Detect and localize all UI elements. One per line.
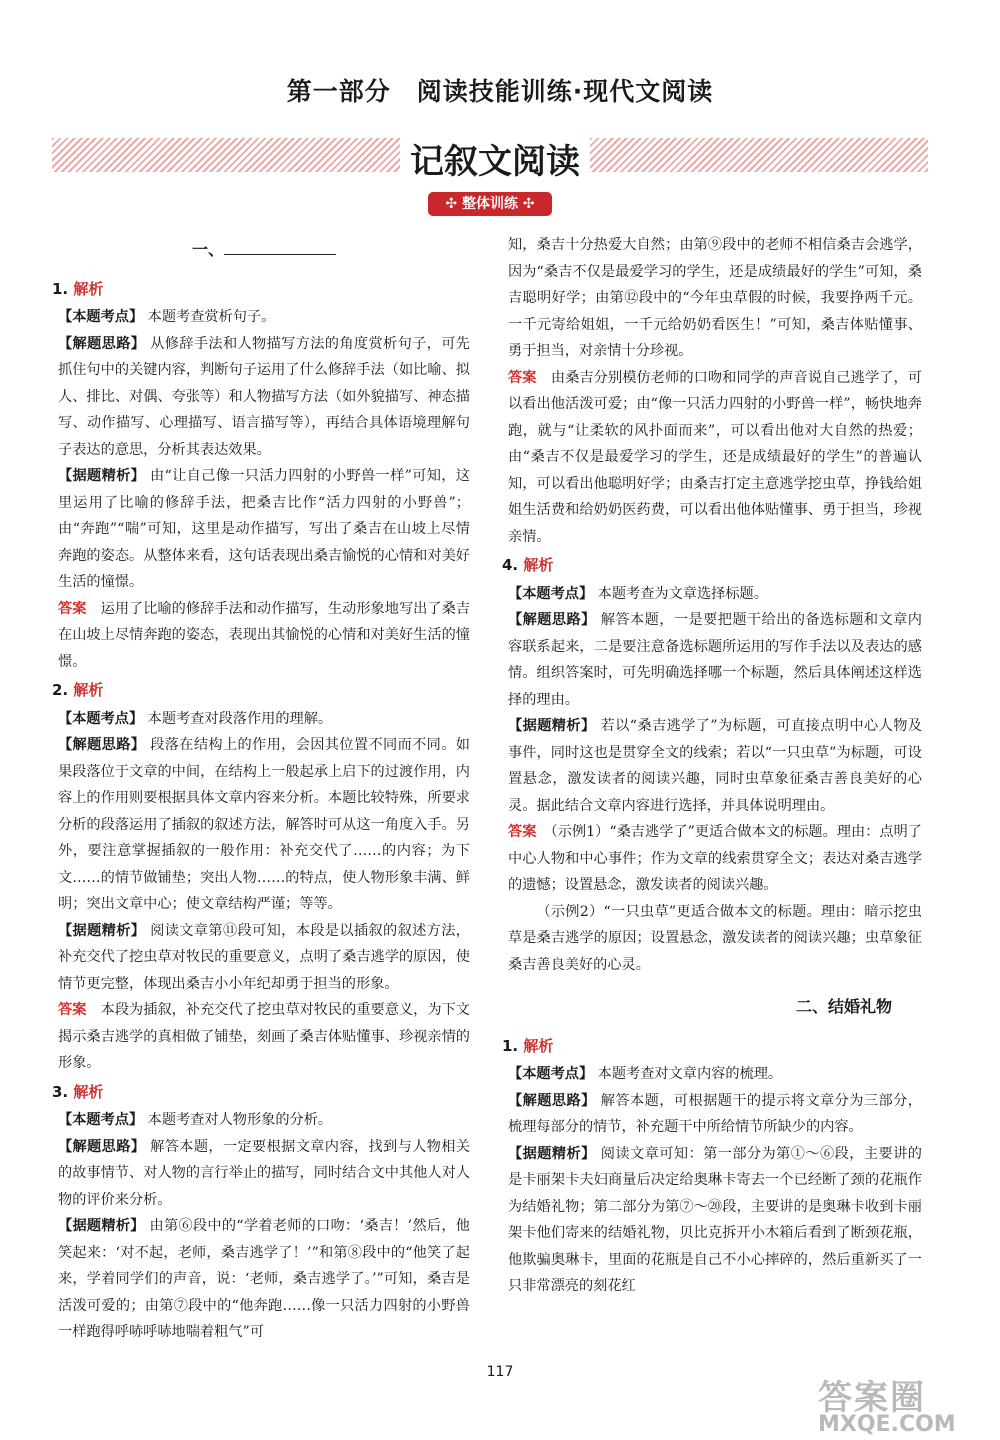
question-2-1-heading [502,1033,922,1060]
tag: 【解题思路】 [58,737,146,753]
q3-approach [58,1134,470,1214]
analysis-keyword: 解析 [523,556,554,574]
text: 阅读文章可知：第一部分为第①～⑥段，主要讲的是卡丽架卡夫妇商量后决定给奥琳卡寄去一个已经断了颈的花瓶作为结婚礼物；第二部分为第⑦～⑳段，主要讲的是奥琳卡收到卡丽架卡他们寄来的结婚礼物，贝比克拆开小木箱后看到了断颈花瓶，他欺骗奥琳卡，里面的花瓶是自己不小心摔碎的，然后重新买了一只非常漂亮的刻花红 [508,1145,922,1294]
text: 若以“桑吉逃学了”为标题，可直接点明中心人物及事件，同时这也是贯穿全文的线索；若以“一只虫草”为标题，可设置悬念，激发读者的阅读兴趣，同时虫草象征桑吉善良美好的心灵。据此结合文章内容进行选择，并具体说明理由。 [508,718,922,814]
analysis-keyword: 解析 [73,1082,104,1101]
q4-approach [508,607,922,713]
q3-analysis-continued: 知，桑吉十分热爱大自然；由第⑨段中的老师不相信桑吉会逃学，因为“桑吉不仅是最爱学习的学生，还是成绩最好的学生”可知，桑吉聪明好学；由第⑫段中的“今年虫草假的时候，我要挣两千元。一千元寄给姐姐，一千元给奶奶看医生！”可知，桑吉体贴懂事、勇于担当，对亲情十分珍视。 [508,237,922,359]
text: 段落在结构上的作用，会因其位置不同而不同。如果段落位于文章的中间，在结构上一般起承上启下的过渡作用，内容上的作用则要根据具体文章内容来分析。本题比较特殊，所要求分析的段落运用了插叙的叙述方法，解答时可从这一角度入手。另外，要注意掌握插叙的一般作用：补充交代了……的内容；为下文……的情节做铺垫；突出人物……的特点，使人物形象丰满、鲜明；突出文章中心；使文章结构严谨；等等。 [58,737,470,912]
q1-analysis [58,463,470,596]
q1-answer [58,596,470,676]
q4-answer-example-2: （示例2）“一只虫草”更适合做本文的标题。理由：暗示挖虫草是桑吉逃学的原因；设置悬念，激发读者的阅读兴趣；虫草象征桑吉善良美好的心灵。 [508,903,922,973]
answer-label: 答案 [58,1002,87,1018]
question-number: 1. [502,1036,519,1055]
q1-approach [58,331,470,464]
tag: 【本题考点】 [58,309,144,325]
q3-answer [508,365,922,551]
question-1-heading [52,276,470,303]
text: 由桑吉分别模仿老师的口吻和同学的声音说自己逃学了，可以看出他活泼可爱；由“像一只活力四射的小野兽一样”，畅快地奔跑，就与“让柔软的风扑面而来”，可以看出他对大自然的热爱；由“桑吉不仅是最爱学习的学生，还是成绩最好的学生”的普遍认知，可以看出他聪明好学；由桑吉打定主意逃学挖虫草，挣钱给姐姐生活费和给奶奶医药费，可以看出他体贴懂事、勇于担当，珍视亲情。 [508,369,922,545]
text: 本题考查赏析句子。 [147,309,276,325]
question-4-heading [502,552,922,579]
tag: 【本题考点】 [508,1066,594,1082]
right-column [502,232,922,1300]
q2-1-point [508,1061,922,1088]
analysis-keyword: 解析 [73,279,104,298]
answer-label: 答案 [508,369,537,386]
question-3-heading [52,1079,470,1106]
section-heading-1 [58,237,470,264]
q2-approach [58,732,470,918]
tag: 【解题思路】 [508,1092,596,1109]
q3-analysis [58,1213,470,1346]
q1-point [58,304,470,331]
section-label: 一、 [191,240,224,259]
tag: 【本题考点】 [58,1112,144,1128]
tag: 【本题考点】 [58,710,144,727]
text: 阅读文章第⑪段可知，本段是以插叙的叙述方法，补充交代了挖虫草对牧民的重要意义，点明了桑吉逃学的原因，使情节更完整，体现出桑吉小小年纪却勇于担当的形象。 [58,922,470,992]
analysis-keyword: 解析 [73,681,104,699]
text: 运用了比喻的修辞手法和动作描写，生动形象地写出了桑吉在山坡上尽情奔跑的姿态，表现出其愉悦的心情和对美好生活的憧憬。 [58,600,470,670]
q2-1-analysis [508,1141,922,1300]
text: 由“让自己像一只活力四射的小野兽一样”可知，这里运用了比喻的修辞手法，把桑吉比作“活力四射的小野兽”；由“奔跑”“喘”可知，这里是动作描写，写出了桑吉在山坡上尽情奔跑的姿态。从整体来看，这句话表现出桑吉愉悦的心情和对美好生活的憧憬。 [58,468,470,590]
text: 本题考查对文章内容的梳理。 [597,1066,783,1082]
text: 本题考查对段落作用的理解。 [147,710,333,727]
text: （示例1）“桑吉逃学了”更适合做本文的标题。理由：点明了中心人物和中心事件；作为文章的线索贯穿全文；表达对桑吉逃学的遗憾；设置悬念，激发读者的阅读兴趣。 [508,824,922,893]
q4-answer [508,819,922,899]
answer-label: 答案 [508,824,537,840]
tag: 【解题思路】 [58,1138,146,1155]
q2-analysis [58,918,470,998]
question-number: 3. [52,1082,69,1101]
text: 本段为插叙，补充交代了挖虫草对牧民的重要意义，为下文揭示桑吉逃学的真相做了铺垫，刻画了桑吉体贴懂事、珍视亲情的形象。 [58,1002,470,1071]
q4-point [508,581,922,608]
q3-point [58,1107,470,1134]
decorative-band-right [590,138,928,172]
text: 从修辞手法和人物描写方法的角度赏析句子，可先抓住句中的关键内容，判断句子运用了什么修辞手法（如比喻、拟人、排比、对偶、夸张等）和人物描写方法（如外貌描写、神态描写、动作描写、心理描写、语言描写等），再结合具体语境理解句子表达的意思，分析其表达效果。 [58,335,470,458]
text: 解答本题，一定要根据文章内容，找到与人物相关的故事情节、对人物的言行举止的描写，同时结合文中其他人对人物的评价来分析。 [58,1138,470,1208]
q2-1-approach [508,1088,922,1141]
tag: 【据题精析】 [58,1218,145,1234]
text: 由第⑥段中的“学着老师的口吻：‘桑吉！’然后，他笑起来：‘对不起，老师，桑吉逃学了！’”和第⑧段中的“他笑了起来，学着同学们的声音，说：‘老师，桑吉逃学了。’”可知，桑吉是活泼可爱的；由第⑦段中的“他奔跑……像一只活力四射的小野兽一样跑得呼哧呼哧地喘着粗气”可 [58,1218,470,1340]
part-title: 第一部分 阅读技能训练·现代文阅读 [286,77,714,106]
training-badge: ✣ 整体训练 ✣ [428,192,552,216]
tag: 【据题精析】 [508,718,596,734]
decorative-band-left [52,138,400,172]
question-2-heading [52,677,470,704]
q4-analysis [508,713,922,819]
blank-line [224,240,336,255]
text: 解答本题，一是要把题干给出的备选标题和文章内容联系起来，二是要注意备选标题所运用的写作手法以及表达的感情。组织答案时，可先明确选择哪一个标题，然后具体阐述这样选择的理由。 [508,612,922,708]
watermark-url: MXQE.COM [818,1412,956,1437]
watermark-logo: 答案圈 [818,1378,926,1418]
q2-answer [58,997,470,1077]
tag: 【据题精析】 [58,468,146,484]
tag: 【解题思路】 [58,335,146,352]
badge-label: 整体训练 [462,196,518,212]
text: 本题考查对人物形象的分析。 [147,1112,333,1128]
tag: 【解题思路】 [508,612,596,628]
section-title: 记叙文阅读 [410,142,580,182]
tag: 【据题精析】 [58,922,146,939]
q2-point [58,706,470,733]
answer-label: 答案 [58,600,87,617]
question-number: 2. [52,681,69,699]
question-number: 1. [52,279,69,298]
text: 本题考查为文章选择标题。 [597,585,768,602]
analysis-keyword: 解析 [523,1036,554,1055]
section-heading-2: 二、结婚礼物 [795,997,892,1016]
text: 解答本题，可根据题干的提示将文章分为三部分，梳理每部分的情节，补充题干中所给情节所缺少的内容。 [508,1092,922,1135]
left-column [52,237,470,1346]
question-number: 4. [502,556,519,574]
tag: 【据题精析】 [508,1145,596,1162]
tag: 【本题考点】 [508,585,594,602]
page-number: 117 [486,1364,514,1380]
